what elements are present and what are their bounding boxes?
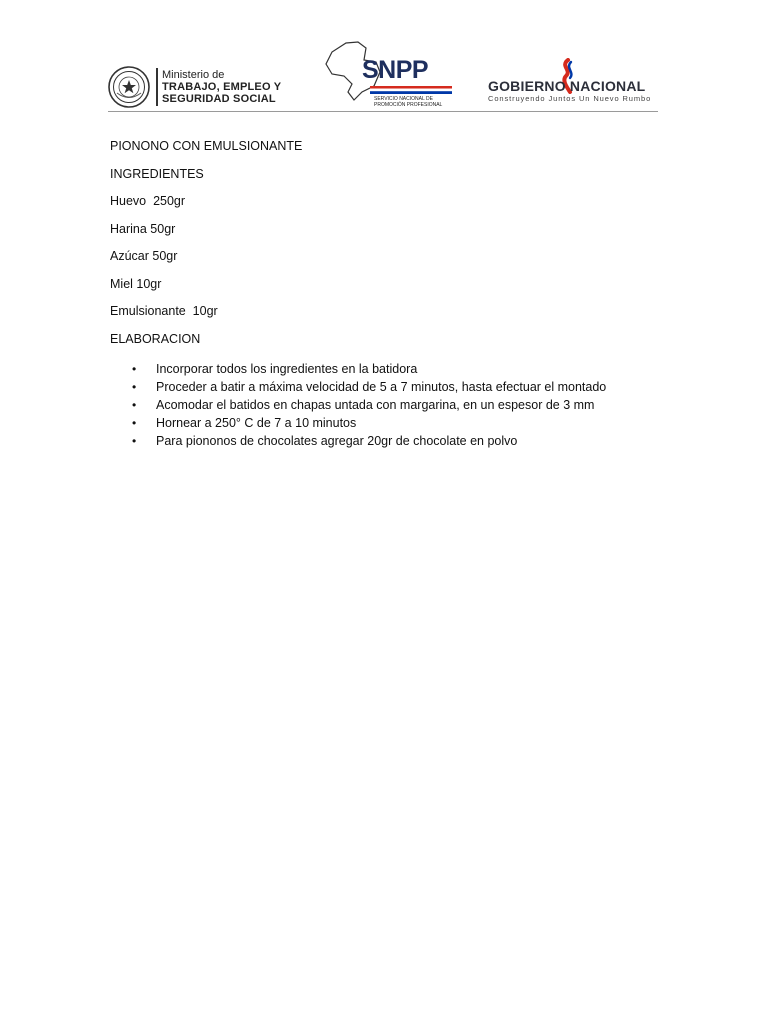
recipe-title: PIONONO CON EMULSIONANTE xyxy=(110,139,303,153)
bullet-icon: • xyxy=(132,398,137,412)
ingredient-item: Azúcar 50gr xyxy=(110,249,178,263)
recipe-body xyxy=(110,138,670,450)
step-text: Hornear a 250° C de 7 a 10 minutos xyxy=(156,416,357,430)
ministry-line-1: Ministerio de xyxy=(162,69,225,81)
bullet-icon: • xyxy=(132,362,137,376)
ingredient-item: Huevo 250gr xyxy=(110,194,186,208)
ministry-divider xyxy=(156,68,158,106)
elaboration-heading: ELABORACION xyxy=(110,331,201,346)
ingredient-item: Miel 10gr xyxy=(110,276,162,291)
gobierno-wordmark: GOBIERNO NACIONAL xyxy=(488,78,646,94)
ministry-logo xyxy=(108,65,281,109)
elaboration-steps xyxy=(110,360,670,450)
snpp-subtitle-line-1: SERVICIO NACIONAL DE xyxy=(374,96,433,102)
step-text: Para piononos de chocolates agregar 20gr de chocolate en polvo xyxy=(156,434,518,448)
snpp-subtitle-line-2: PROMOCIÓN PROFESIONAL xyxy=(374,102,443,108)
ministry-name xyxy=(162,69,281,105)
step-text: Acomodar el batidos en chapas untada con margarina, en un espesor de 3 mm xyxy=(156,398,595,412)
step-item xyxy=(110,378,670,396)
ingredient-item: Emulsionante 10gr xyxy=(110,304,218,318)
ingredients-heading: INGREDIENTES xyxy=(110,166,204,181)
header-divider xyxy=(108,111,658,112)
ministry-line-2: TRABAJO, EMPLEO Y xyxy=(162,81,282,93)
snpp-flag-stripes-icon xyxy=(370,86,452,94)
national-seal-icon xyxy=(108,66,150,108)
ministry-line-3: SEGURIDAD SOCIAL xyxy=(162,93,276,105)
snpp-wordmark: SNPP xyxy=(362,56,429,84)
snpp-logo xyxy=(324,40,456,112)
bullet-icon: • xyxy=(132,416,137,430)
gobierno-nacional-logo xyxy=(488,60,660,106)
gobierno-tagline: Construyendo Juntos Un Nuevo Rumbo xyxy=(488,94,652,103)
step-text: Proceder a batir a máxima velocidad de 5 a 7 minutos, hasta efectuar el montado xyxy=(156,380,607,394)
snpp-subtitle xyxy=(374,96,442,108)
step-item xyxy=(110,360,670,378)
step-item xyxy=(110,414,670,432)
bullet-icon: • xyxy=(132,434,137,448)
bullet-icon: • xyxy=(132,380,137,394)
step-text: Incorporar todos los ingredientes en la batidora xyxy=(156,362,418,376)
page-header xyxy=(108,38,658,112)
ingredient-item: Harina 50gr xyxy=(110,221,176,236)
step-item xyxy=(110,396,670,414)
step-item xyxy=(110,432,670,450)
